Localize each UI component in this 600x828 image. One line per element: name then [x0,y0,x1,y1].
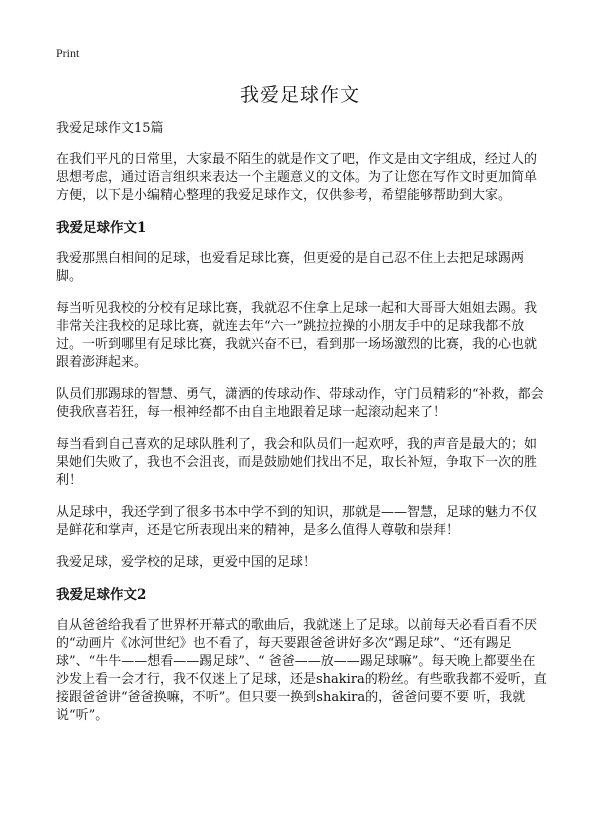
section-heading: 我爱足球作文1 [56,220,147,236]
article-body [56,120,548,739]
paragraph: 每当听见我校的分校有足球比赛，我就忍不住拿上足球一起和大哥哥大姐姐去踢。我非常关注我校的足球比赛，就连去年“六一”跳拉拉操的小朋友手中的足球我都不放过。一听到哪里有足球比赛，我就兴奋不已，看到那一场场激烈的比赛，我的心也就跟着澎湃起来。 [56,301,538,370]
print-link[interactable]: Print [56,46,80,60]
paragraph: 自从爸爸给我看了世界杯开幕式的歌曲后，我就迷上了足球。以前每天必看百看不厌的“动画片《冰河世纪》也不看了，每天要跟爸爸讲好多次“踢足球”、“还有踢足球”、“牛牛——想看——踢足球”、“ 爸爸——放——踢足球嘛”。每天晚上都要坐在沙发上看一会才行，我不仅迷上了足球，还是shakira的粉丝。有些歌我都不爱听，直接跟爸爸讲“爸爸换嘛，不听”。但只要一换到shakira的，爸爸问要不要 听，我就说“听”。 [56,618,547,723]
page-title: 我爱足球作文 [239,84,360,106]
paragraph: 我爱那黑白相间的足球，也爱看足球比赛，但更爱的是自己忍不住上去把足球踢两脚。 [56,251,525,284]
intro-paragraph: 在我们平凡的日常里，大家最不陌生的就是作文了吧，作文是由文字组成，经过人的思想考虑，通过语言组织来表达一个主题意义的文体。为了让您在写作文时更加简单方便，以下是小编精心整理的我爱足球作文，仅供参考，希望能够帮助到大家。 [56,152,538,203]
paragraph: 每当看到自己喜欢的足球队胜利了，我会和队员们一起欢呼，我的声音是最大的；如果她们失败了，我也不会沮丧，而是鼓励她们找出不足，取长补短，争取下一次的胜利！ [56,437,538,488]
paragraph: 队员们那踢球的智慧、勇气，潇洒的传球动作、带球动作，守门员精彩的“补救，都会使我欣喜若狂，每一根神经都不由自主地跟着足球一起滚动起来了！ [56,387,544,420]
paragraph: 我爱足球，爱学校的足球，更爱中国的足球！ [56,555,317,570]
paragraph: 从足球中，我还学到了很多书本中学不到的知识，那就是——智慧，足球的魅力不仅是鲜花和掌声，还是它所表现出来的精神，是多么值得人尊敬和崇拜！ [56,505,538,538]
section-heading: 我爱足球作文2 [56,587,147,603]
article-subtitle: 我爱足球作文15篇 [56,121,164,136]
